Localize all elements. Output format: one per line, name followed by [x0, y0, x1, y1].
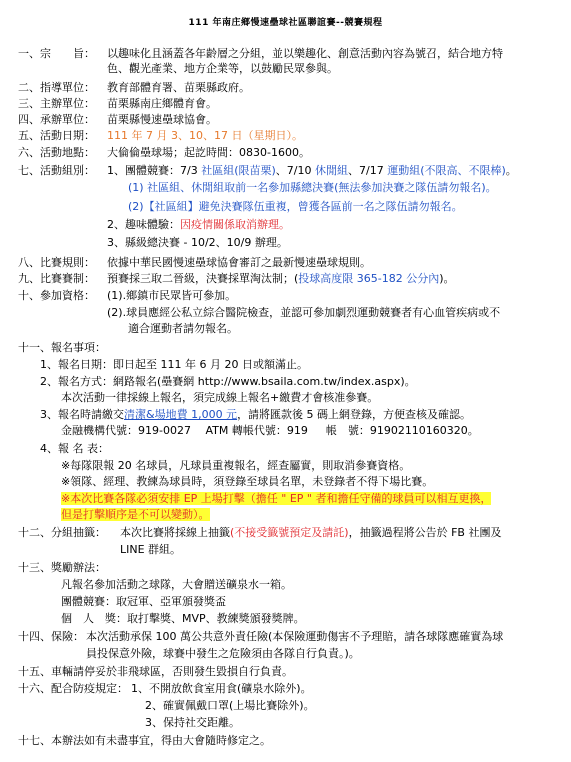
section-4-label: 四、承辦單位：	[18, 113, 95, 126]
registration-form-label: 4、報 名 表：	[40, 442, 109, 455]
page-title: 111 年南庄鄉慢速壘球社區聯誼賽--競賽規程	[188, 18, 383, 28]
section-12-label: 十二、分組抽籤：	[18, 526, 106, 539]
reward-team: 團體競賽：取冠軍、亞軍頒發獎盃	[61, 595, 226, 608]
section-10-label: 十、參加資格：	[18, 289, 95, 302]
section-17-text: 十七、本辦法如有未盡事宜，得由大會隨時修定之。	[18, 734, 271, 747]
registration-method: 2、報名方式：網路報名(壘賽網 http://www.bsaila.com.tw/index.aspx)。	[40, 375, 416, 388]
covid-rule-2: 2、確實佩戴口罩(上場比賽除外)。	[145, 699, 315, 712]
competition-note-2: (2)【社區組】避免決賽隊伍重複，曾獲各區前一名之隊伍請勿報名。	[128, 200, 463, 213]
section-15-text: 十五、車輛請停妥於非飛球區，否則發生毀損自行負責。	[18, 665, 293, 678]
section-6-text: 大倫倫壘球場；起訖時間：0830-1600。	[107, 146, 310, 159]
competition-note-1: (1) 社區組、休閒組取前一名參加縣總決賽(無法參加決賽之隊伍請勿報名)。	[128, 181, 497, 194]
section-1-label: 一、宗 旨：	[18, 47, 95, 60]
section-13-label: 十三、獎勵辦法：	[18, 561, 106, 574]
covid-rule-3: 3、保持社交距離。	[145, 716, 240, 729]
eligibility-1: (1).鄉鎮市民眾皆可參加。	[107, 289, 237, 302]
reward-individual: 個 人 獎：取打擊獎、MVP、教練獎頒發獎牌。	[61, 612, 305, 625]
registration-fee: 3、報名時請繳交清潔&場地費 1,000 元，請將匯款後 5 碼上網登錄，方便查核及確認。	[40, 408, 472, 421]
fun-experience-line: 2、趣味體驗：因疫情關係取消辦理。	[107, 218, 290, 231]
eligibility-2-cont: 適合運動者請勿報名。	[128, 322, 238, 335]
reward-all-teams: 凡報名參加活動之球隊，大會贈送礦泉水一箱。	[61, 578, 292, 591]
section-16-label: 十六、配合防疫規定：	[18, 682, 128, 695]
section-2-text: 教育部體育署、苗栗縣政府。	[107, 81, 250, 94]
section-9-text: 預賽採三取二晉級，決賽採單淘汰制；(投球高度限 365-182 公分內)。	[107, 272, 455, 285]
event-dates: 111 年 7 月 3、10、17 日（星期日）。	[107, 129, 303, 142]
registration-online-note: 本次活動一律採線上報名，須完成線上報名+繳費才會核准參賽。	[61, 391, 379, 404]
section-3-text: 苗栗縣南庄鄉體育會。	[107, 97, 217, 110]
section-2-label: 二、指導單位：	[18, 81, 95, 94]
section-7-label: 七、活動組別：	[18, 164, 95, 177]
section-4-text: 苗栗縣慢速壘球協會。	[107, 113, 217, 126]
rule-note-2: ※領隊、經理、教練為球員時，須登錄至球員名單，未登錄者不得下場比賽。	[61, 475, 434, 488]
section-11-label: 十一、報名事項：	[18, 341, 106, 354]
team-competition-line: 1、團體競賽：7/3 社區組(限苗栗)、7/10 休閒組、7/17 運動組(不限高、不限棒)。	[107, 164, 517, 177]
bank-info: 金融機構代號：919-0027 ATM 轉帳代號：919 帳 號：91902110160320。	[61, 424, 479, 437]
draw-text-line1: 本次比賽將採線上抽籤(不接受籤號預定及請託)，抽籤過程將公告於 FB 社團及	[120, 526, 502, 539]
section-1-text-line1: 以趣味化且涵蓋各年齡層之分組，並以樂趣化、創意活動內容為號召，結合地方特	[107, 47, 503, 60]
ep-note-line2: 但是打擊順序是不可以變動）。	[61, 508, 210, 521]
insurance-line1: 本次活動承保 100 萬公共意外責任險(本保險運動傷害不予理賠，請各球隊應確實為球	[86, 630, 504, 643]
section-1-text-line2: 色、觀光產業、地方企業等，以鼓勵民眾參與。	[107, 62, 338, 75]
insurance-line2: 員投保意外險，球賽中發生之危險須由各隊自行負責。)。	[86, 647, 360, 660]
section-8-label: 八、比賽規則：	[18, 256, 95, 269]
registration-date: 1、報名日期：即日起至 111 年 6 月 20 日或額滿止。	[40, 358, 308, 371]
ep-note-line1: ※本次比賽各隊必須安排 EP 上場打擊（擔任 " EP " 者和擔任守備的球員可以相互更換，	[61, 492, 492, 505]
section-14-label: 十四、保險：	[18, 630, 84, 643]
section-8-text: 依據中華民國慢速壘球協會審訂之最新慢速壘球規則。	[107, 256, 371, 269]
draw-text-line2: LINE 群組。	[120, 543, 182, 556]
covid-rule-1: 1、不開放飲食室用食(礦泉水除外)。	[131, 682, 312, 695]
section-9-label: 九、比賽賽制：	[18, 272, 95, 285]
section-6-label: 六、活動地點：	[18, 146, 95, 159]
section-3-label: 三、主辦單位：	[18, 97, 95, 110]
county-final-line: 3、縣級總決賽 - 10/2、10/9 辦理。	[107, 236, 288, 249]
section-5-label: 五、活動日期：	[18, 129, 95, 142]
eligibility-2: (2).球員應經公私立綜合醫院檢查，並認可參加劇烈運動競賽者有心血管疾病或不	[107, 306, 501, 319]
rule-note-1: ※每隊限報 20 名球員，凡球員重複報名，經查屬實，則取消參賽資格。	[61, 459, 411, 472]
